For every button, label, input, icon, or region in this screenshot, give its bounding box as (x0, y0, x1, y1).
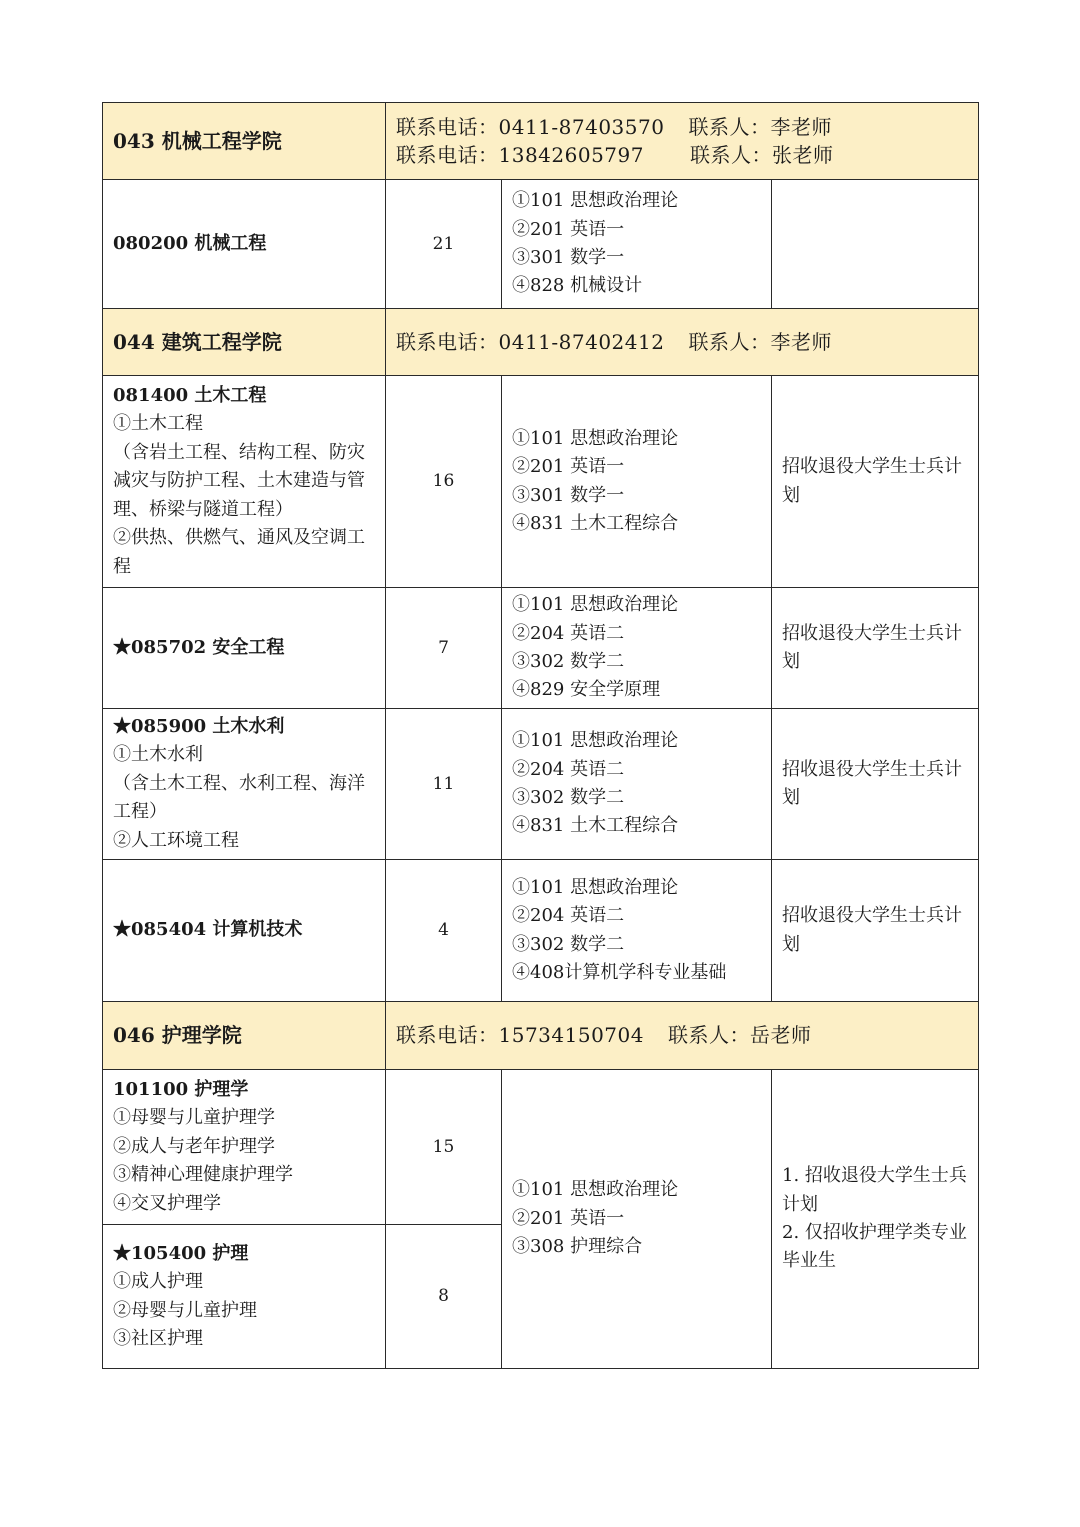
phone-number: 13842605797 (498, 143, 644, 167)
exam-subject: ③302 数学二 (512, 787, 625, 808)
major-code-name: 101100 护理学 (113, 1078, 249, 1100)
remark: 招收退役大学生士兵计划 (772, 588, 979, 709)
contact-person: 李老师 (770, 329, 832, 354)
quota: 4 (386, 860, 502, 1002)
exam-subject: ②204 英语二 (512, 758, 625, 780)
college-name: 044 建筑工程学院 (103, 309, 386, 376)
major-code-name: 081400 土木工程 (113, 385, 267, 407)
phone-number: 0411-87403570 (498, 114, 665, 139)
exam-subject: ②204 英语二 (512, 622, 625, 644)
exam-subject: ②201 英语一 (512, 456, 625, 478)
remark-item: 2. 仅招收护理学类专业毕业生 (782, 1222, 967, 1272)
major-name (103, 860, 386, 1002)
phone-number: 15734150704 (498, 1023, 644, 1048)
exam-subject: ③302 数学二 (512, 651, 625, 672)
exam-subject: ①101 思想政治理论 (512, 1179, 679, 1201)
contact-line (396, 141, 968, 169)
college-name: 046 护理学院 (103, 1002, 386, 1070)
research-direction: （含土木工程、水利工程、海洋工程） (113, 772, 365, 823)
major-row (103, 860, 979, 1002)
research-direction: ②供热、供燃气、通风及空调工程 (113, 527, 365, 577)
person-label: 联系人： (689, 143, 772, 167)
admissions-table (102, 102, 978, 1369)
major-row (103, 1070, 979, 1225)
major-row (103, 588, 979, 709)
research-direction: （含岩土工程、结构工程、防灾减灾与防护工程、土木建造与管理、桥梁与隧道工程） (113, 441, 365, 520)
phone-number: 0411-87402412 (498, 329, 665, 354)
contact-line (396, 328, 968, 356)
research-direction: ①土木水利 (113, 744, 203, 766)
exam-subject: ③302 数学二 (512, 933, 625, 955)
person-label: 联系人： (688, 114, 771, 139)
remark-item: 1. 招收退役大学生士兵计划 (782, 1165, 967, 1215)
person-label: 联系人： (667, 1023, 750, 1048)
college-contacts (386, 309, 979, 376)
exam-subjects (502, 376, 772, 588)
exam-subject: ①101 思想政治理论 (512, 730, 679, 752)
remark: 招收退役大学生士兵计划 (772, 376, 979, 588)
major-code-name: ★085900 土木水利 (113, 715, 285, 737)
remark: 招收退役大学生士兵计划 (772, 709, 979, 860)
exam-subject: ③308 护理综合 (512, 1236, 643, 1258)
contact-person: 张老师 (771, 143, 834, 167)
exam-subjects (502, 709, 772, 860)
quota: 21 (386, 180, 502, 309)
exam-subject: ④831 土木工程综合 (512, 815, 679, 837)
major-name (103, 1225, 386, 1369)
research-direction: ②母婴与儿童护理 (113, 1299, 257, 1321)
college-name: 043 机械工程学院 (103, 103, 386, 180)
research-direction: ①成人护理 (113, 1271, 203, 1293)
major-code-name: ★085404 计算机技术 (113, 919, 303, 941)
college-header (103, 103, 979, 180)
quota: 11 (386, 709, 502, 860)
contact-line (396, 1021, 968, 1049)
exam-subject: ③301 数学一 (512, 247, 625, 268)
research-direction: ④交叉护理学 (113, 1192, 221, 1214)
major-code-name: ★105400 护理 (113, 1242, 249, 1264)
phone-label: 联系电话： (396, 1023, 499, 1048)
research-direction: ①土木工程 (113, 413, 203, 435)
person-label: 联系人： (688, 329, 771, 354)
exam-subject: ②201 英语一 (512, 1207, 625, 1229)
major-code-name: 080200 机械工程 (113, 232, 267, 254)
major-name (103, 588, 386, 709)
contact-person: 李老师 (770, 114, 832, 139)
research-direction: ①母婴与儿童护理学 (113, 1107, 275, 1129)
quota: 7 (386, 588, 502, 709)
contact-line (396, 113, 968, 141)
quota: 15 (386, 1070, 502, 1225)
exam-subjects (502, 860, 772, 1002)
admissions-grid (102, 102, 979, 1369)
remark (772, 180, 979, 309)
exam-subjects (502, 1070, 772, 1369)
contact-person: 岳老师 (749, 1023, 812, 1048)
exam-subject: ①101 思想政治理论 (512, 876, 679, 898)
exam-subject: ④408计算机学科专业基础 (512, 961, 727, 983)
college-contacts (386, 103, 979, 180)
quota: 8 (386, 1225, 502, 1369)
exam-subject: ①101 思想政治理论 (512, 190, 679, 212)
major-row (103, 376, 979, 588)
college-contacts (386, 1002, 979, 1070)
exam-subject: ③301 数学一 (512, 484, 625, 506)
exam-subject: ④829 安全学原理 (512, 679, 661, 701)
research-direction: ②成人与老年护理学 (113, 1135, 275, 1157)
exam-subjects (502, 588, 772, 709)
exam-subject: ②201 英语一 (512, 218, 625, 240)
major-name (103, 709, 386, 860)
exam-subject: ④828 机械设计 (512, 275, 643, 297)
phone-label: 联系电话： (396, 329, 499, 354)
phone-label: 联系电话： (396, 114, 499, 139)
remark (772, 1070, 979, 1369)
major-row (103, 180, 979, 309)
quota: 16 (386, 376, 502, 588)
major-name (103, 376, 386, 588)
research-direction: ③社区护理 (113, 1327, 203, 1349)
major-code-name: ★085702 安全工程 (113, 636, 285, 658)
exam-subject: ①101 思想政治理论 (512, 427, 679, 449)
remark: 招收退役大学生士兵计划 (772, 860, 979, 1002)
major-name (103, 1070, 386, 1225)
exam-subject: ④831 土木工程综合 (512, 512, 679, 534)
exam-subject: ①101 思想政治理论 (512, 594, 679, 616)
exam-subjects (502, 180, 772, 309)
phone-label: 联系电话： (396, 143, 499, 167)
major-row (103, 709, 979, 860)
research-direction: ②人工环境工程 (113, 829, 239, 851)
college-header (103, 1002, 979, 1070)
college-header (103, 309, 979, 376)
exam-subject: ②204 英语二 (512, 905, 625, 927)
major-name (103, 180, 386, 309)
research-direction: ③精神心理健康护理学 (113, 1164, 293, 1186)
